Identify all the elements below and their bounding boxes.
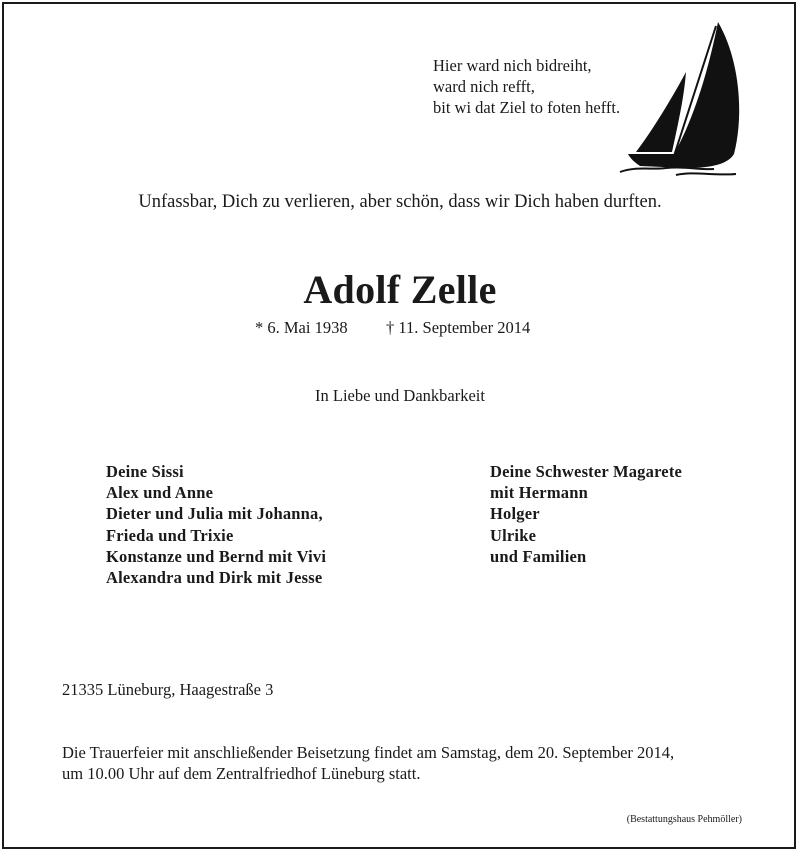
mourners-left (106, 461, 326, 588)
mourner-line: Dieter und Julia mit Johanna, (106, 504, 323, 524)
poem (433, 55, 620, 118)
sailboat-icon (616, 20, 740, 178)
death-date: † 11. September 2014 (386, 318, 531, 337)
mourner-line: und Familien (490, 546, 587, 566)
mourner-line: Konstanze und Bernd mit Vivi (106, 546, 327, 566)
mourner-line: Frieda und Trixie (106, 525, 234, 545)
mourner-line: Alex und Anne (106, 483, 214, 503)
poem-line: bit wi dat Ziel to foten hefft. (433, 98, 621, 117)
poem-line: ward nich refft, (433, 77, 535, 96)
family-address: 21335 Lüneburg, Haagestraße 3 (62, 680, 274, 699)
mourner-line: Ulrike (490, 525, 537, 545)
mourner-line: Deine Sissi (106, 462, 184, 481)
dedication: In Liebe und Dankbarkeit (315, 386, 485, 405)
mourner-line: Holger (490, 504, 540, 524)
funeral-notice (62, 742, 674, 784)
funeral-line: Die Trauerfeier mit anschließender Beisetzung findet am Samstag, dem 20. September 2014, (62, 743, 675, 762)
poem-line: Hier ward nich bidreiht, (433, 56, 592, 75)
motto: Unfassbar, Dich zu verlieren, aber schön, dass wir Dich haben durften. (138, 192, 662, 212)
mourner-line: Alexandra und Dirk mit Jesse (106, 568, 323, 588)
birth-date: * 6. Mai 1938 (255, 318, 348, 337)
mourner-line: Deine Schwester Magarete (490, 462, 683, 481)
funeral-line: um 10.00 Uhr auf dem Zentralfriedhof Lüneburg statt. (62, 764, 421, 783)
deceased-name: Adolf Zelle (303, 267, 497, 312)
mourners-right (490, 461, 682, 567)
undertaker-credit: (Bestattungshaus Pehmöller) (626, 814, 742, 825)
mourner-line: mit Hermann (490, 483, 588, 503)
